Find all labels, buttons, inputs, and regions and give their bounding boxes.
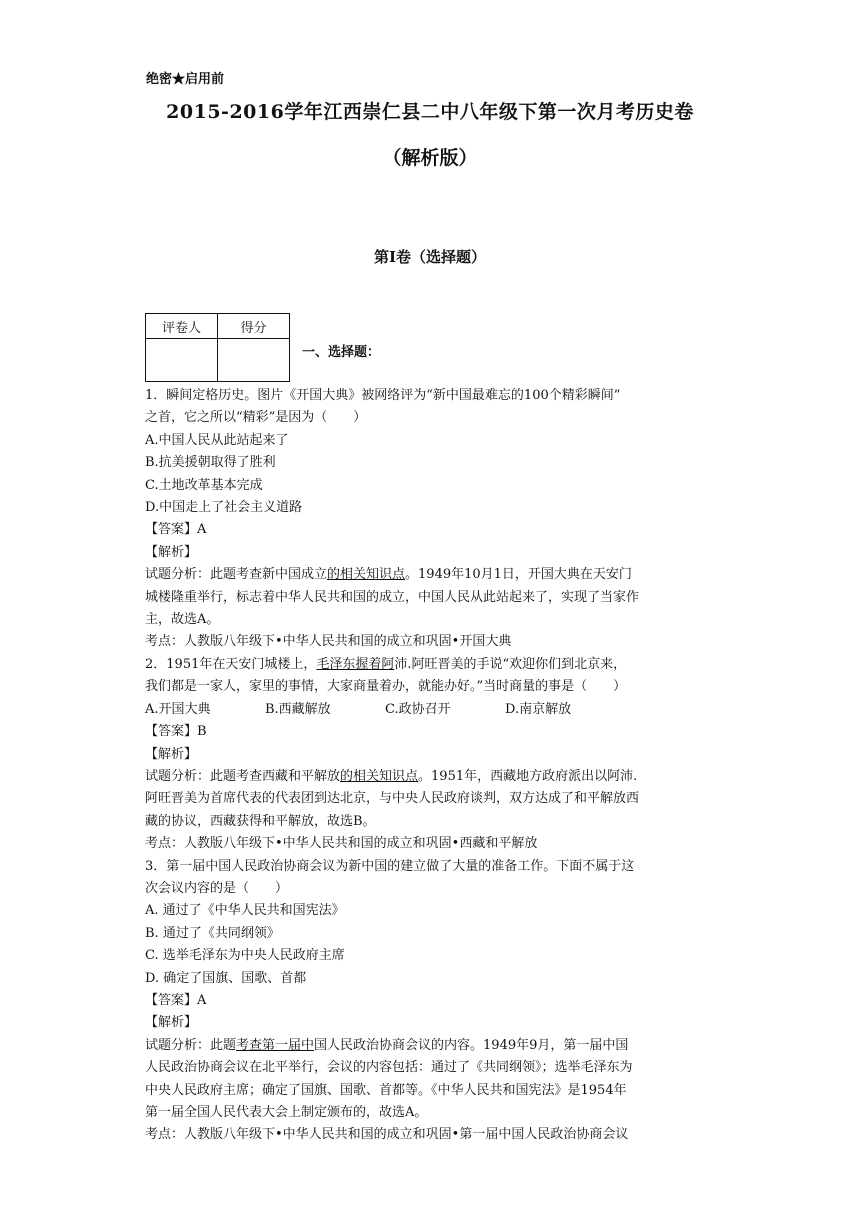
option: C.土地改革基本完成 xyxy=(145,477,263,493)
analysis-segment: 国人民政治协商会议的内容。1949年9月，第一届中国 xyxy=(314,1037,629,1053)
analysis-underlined: 的相关知识点 xyxy=(327,567,406,583)
analysis-segment: 试题分析：此题考查西藏和平解放 xyxy=(145,768,341,784)
part-title: 一、选择题： xyxy=(302,345,381,360)
analysis-text: 人民政治协商会议在北平举行，会议的内容包括：通过了《共同纲领》；选举毛泽东为 xyxy=(145,1060,633,1076)
answer: 【答案】A xyxy=(145,992,207,1008)
analysis-underlined: 考查第一届中 xyxy=(236,1037,315,1053)
option: A. 通过了《中华人民共和国宪法》 xyxy=(145,903,345,919)
analysis-segment: 。1949年10月1日，开国大典在天安门 xyxy=(405,567,632,583)
secret-mark: 绝密★启用前 xyxy=(146,72,225,87)
analysis-text: 第一届全国人民代表大会上制定颁布的，故选A。 xyxy=(145,1105,428,1120)
score-cell xyxy=(218,339,290,382)
stem-segment: 沛.阿旺晋美的手说“欢迎你们到北京来， xyxy=(394,656,627,672)
analysis-text: 中央人民政府主席；确定了国旗、国歌、首都等。《中华人民共和国宪法》是1954年 xyxy=(145,1082,627,1098)
question-stem: 之首，它之所以“精彩”是因为（ ） xyxy=(145,410,367,426)
option: A.中国人民从此站起来了 xyxy=(145,432,289,448)
option: C.政协召开 xyxy=(385,701,451,717)
analysis-text xyxy=(145,1035,725,1057)
option: D. 确定了国旗、国歌、首都 xyxy=(145,970,307,986)
question-stem xyxy=(145,654,725,676)
page-title: 2015-2016学年江西崇仁县二中八年级下第一次月考历史卷 xyxy=(166,101,694,123)
option: D.南京解放 xyxy=(505,701,572,717)
question-stem: 我们都是一家人，家里的事情，大家商量着办，就能办好。”当时商量的事是（ ） xyxy=(145,679,627,695)
analysis-segment: 。1951年，西藏地方政府派出以阿沛. xyxy=(418,768,638,784)
stem-underlined: 毛泽东握着阿 xyxy=(316,656,395,672)
option: B.抗美援朝取得了胜利 xyxy=(145,455,276,471)
question-stem: 3．第一届中国人民政治协商会议为新中国的建立做了大量的准备工作。下面不属于这 xyxy=(145,858,635,874)
analysis-text: 阿旺晋美为首席代表的代表团到达北京，与中央人民政府谈判，双方达成了和平解放西 xyxy=(145,791,640,807)
analysis-label: 【解析】 xyxy=(145,746,198,762)
option: A.开国大典 xyxy=(145,701,211,717)
analysis-underlined: 的相关知识点 xyxy=(340,768,419,784)
analysis-label: 【解析】 xyxy=(145,544,198,560)
stem-segment: 2．1951年在天安门城楼上， xyxy=(145,656,317,672)
grader-header: 评卷人 xyxy=(146,314,218,339)
page-subtitle: （解析版） xyxy=(382,147,478,169)
section-title: 第I卷（选择题） xyxy=(373,248,487,266)
option: D.中国走上了社会主义道路 xyxy=(145,500,303,516)
analysis-text: 城楼隆重举行，标志着中华人民共和国的成立，中国人民从此站起来了，实现了当家作 xyxy=(145,589,640,605)
score-header: 得分 xyxy=(218,314,290,339)
knowledge-point: 考点：人教版八年级下•中华人民共和国的成立和巩固•第一届中国人民政治协商会议 xyxy=(145,1127,629,1143)
analysis-text xyxy=(145,766,725,788)
grader-cell xyxy=(146,339,218,382)
analysis-segment: 试题分析：此题考查新中国成立 xyxy=(145,567,328,583)
analysis-text: 藏的协议，西藏获得和平解放，故选B。 xyxy=(145,813,376,829)
analysis-text: 主，故选A。 xyxy=(145,612,220,628)
score-table xyxy=(145,313,290,382)
option: C. 选举毛泽东为中央人民政府主席 xyxy=(145,948,345,964)
question-list xyxy=(145,385,725,1147)
option: B. 通过了《共同纲领》 xyxy=(145,925,280,941)
analysis-label: 【解析】 xyxy=(145,1015,198,1031)
question-stem: 1．瞬间定格历史。图片《开国大典》被网络评为“新中国最难忘的100个精彩瞬间” xyxy=(145,388,621,403)
option-row xyxy=(145,699,725,721)
knowledge-point: 考点：人教版八年级下•中华人民共和国的成立和巩固•西藏和平解放 xyxy=(145,836,538,852)
knowledge-point: 考点：人教版八年级下•中华人民共和国的成立和巩固•开国大典 xyxy=(145,634,512,650)
option: B.西藏解放 xyxy=(265,701,331,717)
analysis-text xyxy=(145,564,725,586)
question-stem: 次会议内容的是（ ） xyxy=(145,880,289,896)
answer: 【答案】A xyxy=(145,522,207,538)
analysis-segment: 试题分析：此题 xyxy=(145,1037,237,1053)
answer: 【答案】B xyxy=(145,724,207,740)
